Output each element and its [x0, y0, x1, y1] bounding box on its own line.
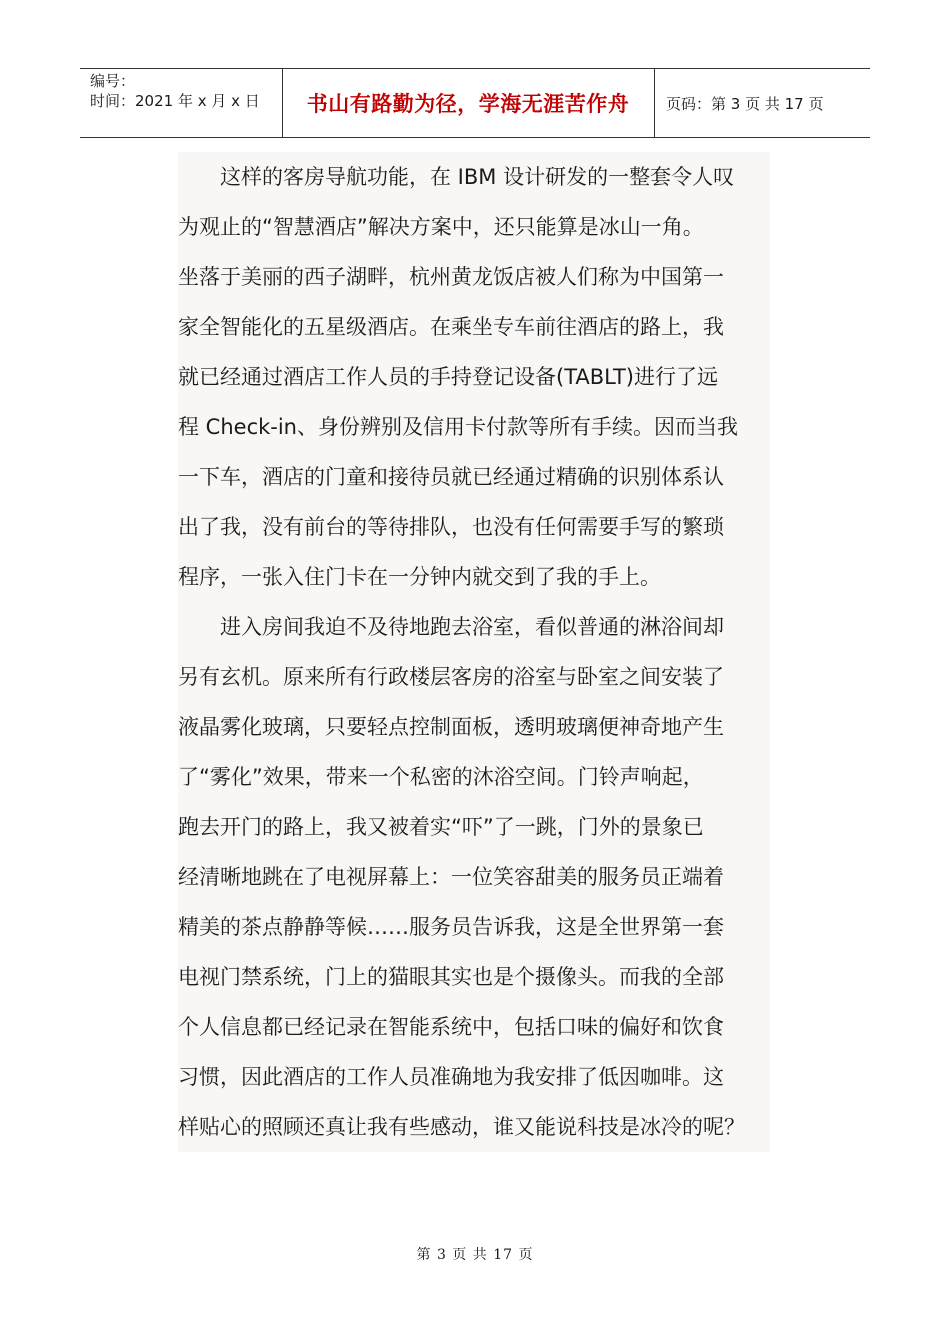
text-line: 就已经通过酒店工作人员的手持登记设备(TABLT)进行了远: [178, 365, 718, 389]
document-date: 时间：2021 年 x 月 x 日: [90, 92, 260, 110]
text-line: 程序，一张入住门卡在一分钟内就交到了我的手上。: [178, 565, 661, 589]
header-page-info: 页码：第 3 页 共 17 页: [666, 94, 824, 113]
text-line: 样贴心的照顾还真让我有些感动，谁又能说科技是冰冷的呢？: [178, 1115, 745, 1139]
text-line: 习惯，因此酒店的工作人员准确地为我安排了低因咖啡。这: [178, 1065, 724, 1089]
paragraph-2: [178, 602, 770, 1152]
text-line: 程 Check-in、身份辨别及信用卡付款等所有手续。因而当我: [178, 415, 738, 439]
paragraph-1: [178, 152, 770, 602]
text-line: 个人信息都已经记录在智能系统中，包括口味的偏好和饮食: [178, 1015, 724, 1039]
header-motto: 书山有路勤为径，学海无涯苦作舟: [282, 69, 655, 137]
text-line: 精美的茶点静静等候……服务员告诉我，这是全世界第一套: [178, 915, 724, 939]
page-header: [80, 68, 870, 138]
text-line: 另有玄机。原来所有行政楼层客房的浴室与卧室之间安装了: [178, 665, 724, 689]
text-line: 坐落于美丽的西子湖畔，杭州黄龙饭店被人们称为中国第一: [178, 265, 724, 289]
text-line: 家全智能化的五星级酒店。在乘坐专车前往酒店的路上，我: [178, 315, 724, 339]
header-meta: [80, 69, 283, 137]
document-number-label: 编号：: [90, 72, 136, 90]
text-line: 了“雾化”效果，带来一个私密的沐浴空间。门铃声响起，: [178, 765, 704, 789]
text-line: 进入房间我迫不及待地跑去浴室，看似普通的淋浴间却: [178, 615, 724, 639]
text-line: 液晶雾化玻璃，只要轻点控制面板，透明玻璃便神奇地产生: [178, 715, 724, 739]
article-body: [178, 152, 770, 1152]
text-line: 跑去开门的路上，我又被着实“吓”了一跳，门外的景象已: [178, 815, 704, 839]
text-line: 一下车，酒店的门童和接待员就已经通过精确的识别体系认: [178, 465, 724, 489]
text-line: 经清晰地跳在了电视屏幕上：一位笑容甜美的服务员正端着: [178, 865, 724, 889]
text-line: 这样的客房导航功能，在 IBM 设计研发的一整套令人叹: [178, 165, 735, 189]
text-line: 为观止的“智慧酒店”解决方案中，还只能算是冰山一角。: [178, 215, 704, 239]
text-line: 电视门禁系统，门上的猫眼其实也是个摄像头。而我的全部: [178, 965, 724, 989]
text-line: 出了我，没有前台的等待排队，也没有任何需要手写的繁琐: [178, 515, 724, 539]
page-footer: 第 3 页 共 17 页: [416, 1247, 534, 1263]
